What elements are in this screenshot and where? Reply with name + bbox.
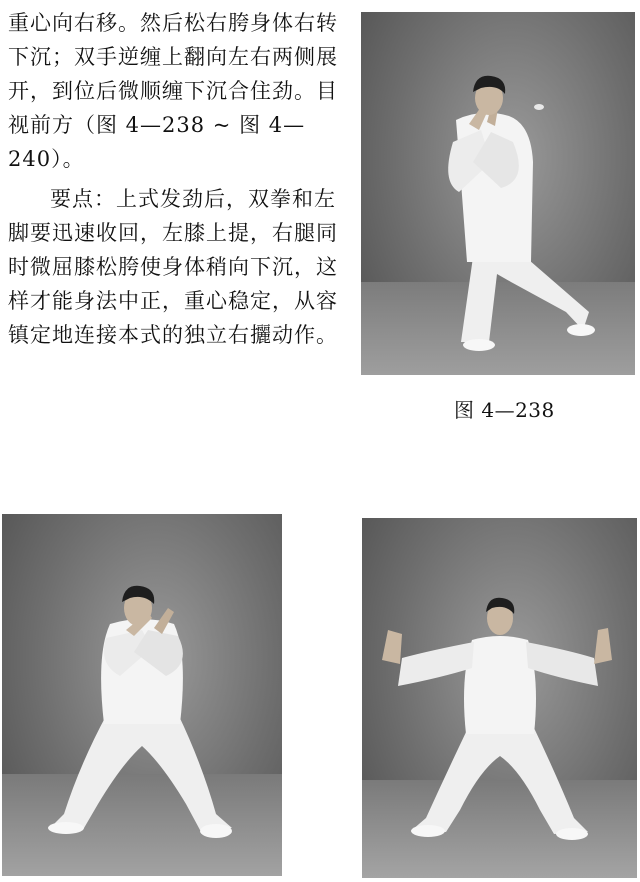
left-shoe bbox=[48, 822, 84, 834]
body-paragraph-2: 要点：上式发劲后，双拳和左脚要迅速收回，左膝上提，右腿同时微屈膝松胯使身体稍向下沉，这样才能身法中正，重心稳定，从容镇定地连接本式的独立右攦动作。 bbox=[8, 187, 338, 347]
right-shoe bbox=[200, 824, 232, 838]
right-shoe bbox=[567, 324, 595, 336]
floor bbox=[2, 774, 282, 876]
body-paragraph-1: 重心向右移。然后松右胯身体右转下沉；双手逆缠上翻向左右两侧展开，到位后微顺缠下沉合住劲。目视前方（图 4—238 ~ 图 4—240）。 bbox=[8, 11, 338, 171]
figure-4-240-photo bbox=[362, 518, 637, 878]
right-hand bbox=[594, 628, 612, 664]
left-shoe bbox=[411, 825, 445, 837]
figure-4-238-caption: 图 4—238 bbox=[454, 398, 555, 422]
left-sleeve bbox=[398, 642, 474, 686]
figure-4-240-illustration bbox=[362, 518, 637, 878]
figure-4-239-photo bbox=[2, 514, 282, 876]
right-shoe bbox=[556, 828, 588, 840]
floor bbox=[362, 780, 637, 878]
figure-4-238-illustration bbox=[361, 12, 635, 375]
figure-4-239-illustration bbox=[2, 514, 282, 876]
right-sleeve bbox=[526, 642, 598, 686]
background-spot bbox=[534, 104, 544, 110]
figure-4-238-photo bbox=[361, 12, 635, 375]
body-text-column bbox=[8, 6, 340, 352]
left-shoe bbox=[463, 339, 495, 351]
jacket bbox=[464, 636, 536, 734]
left-hand bbox=[382, 630, 402, 664]
